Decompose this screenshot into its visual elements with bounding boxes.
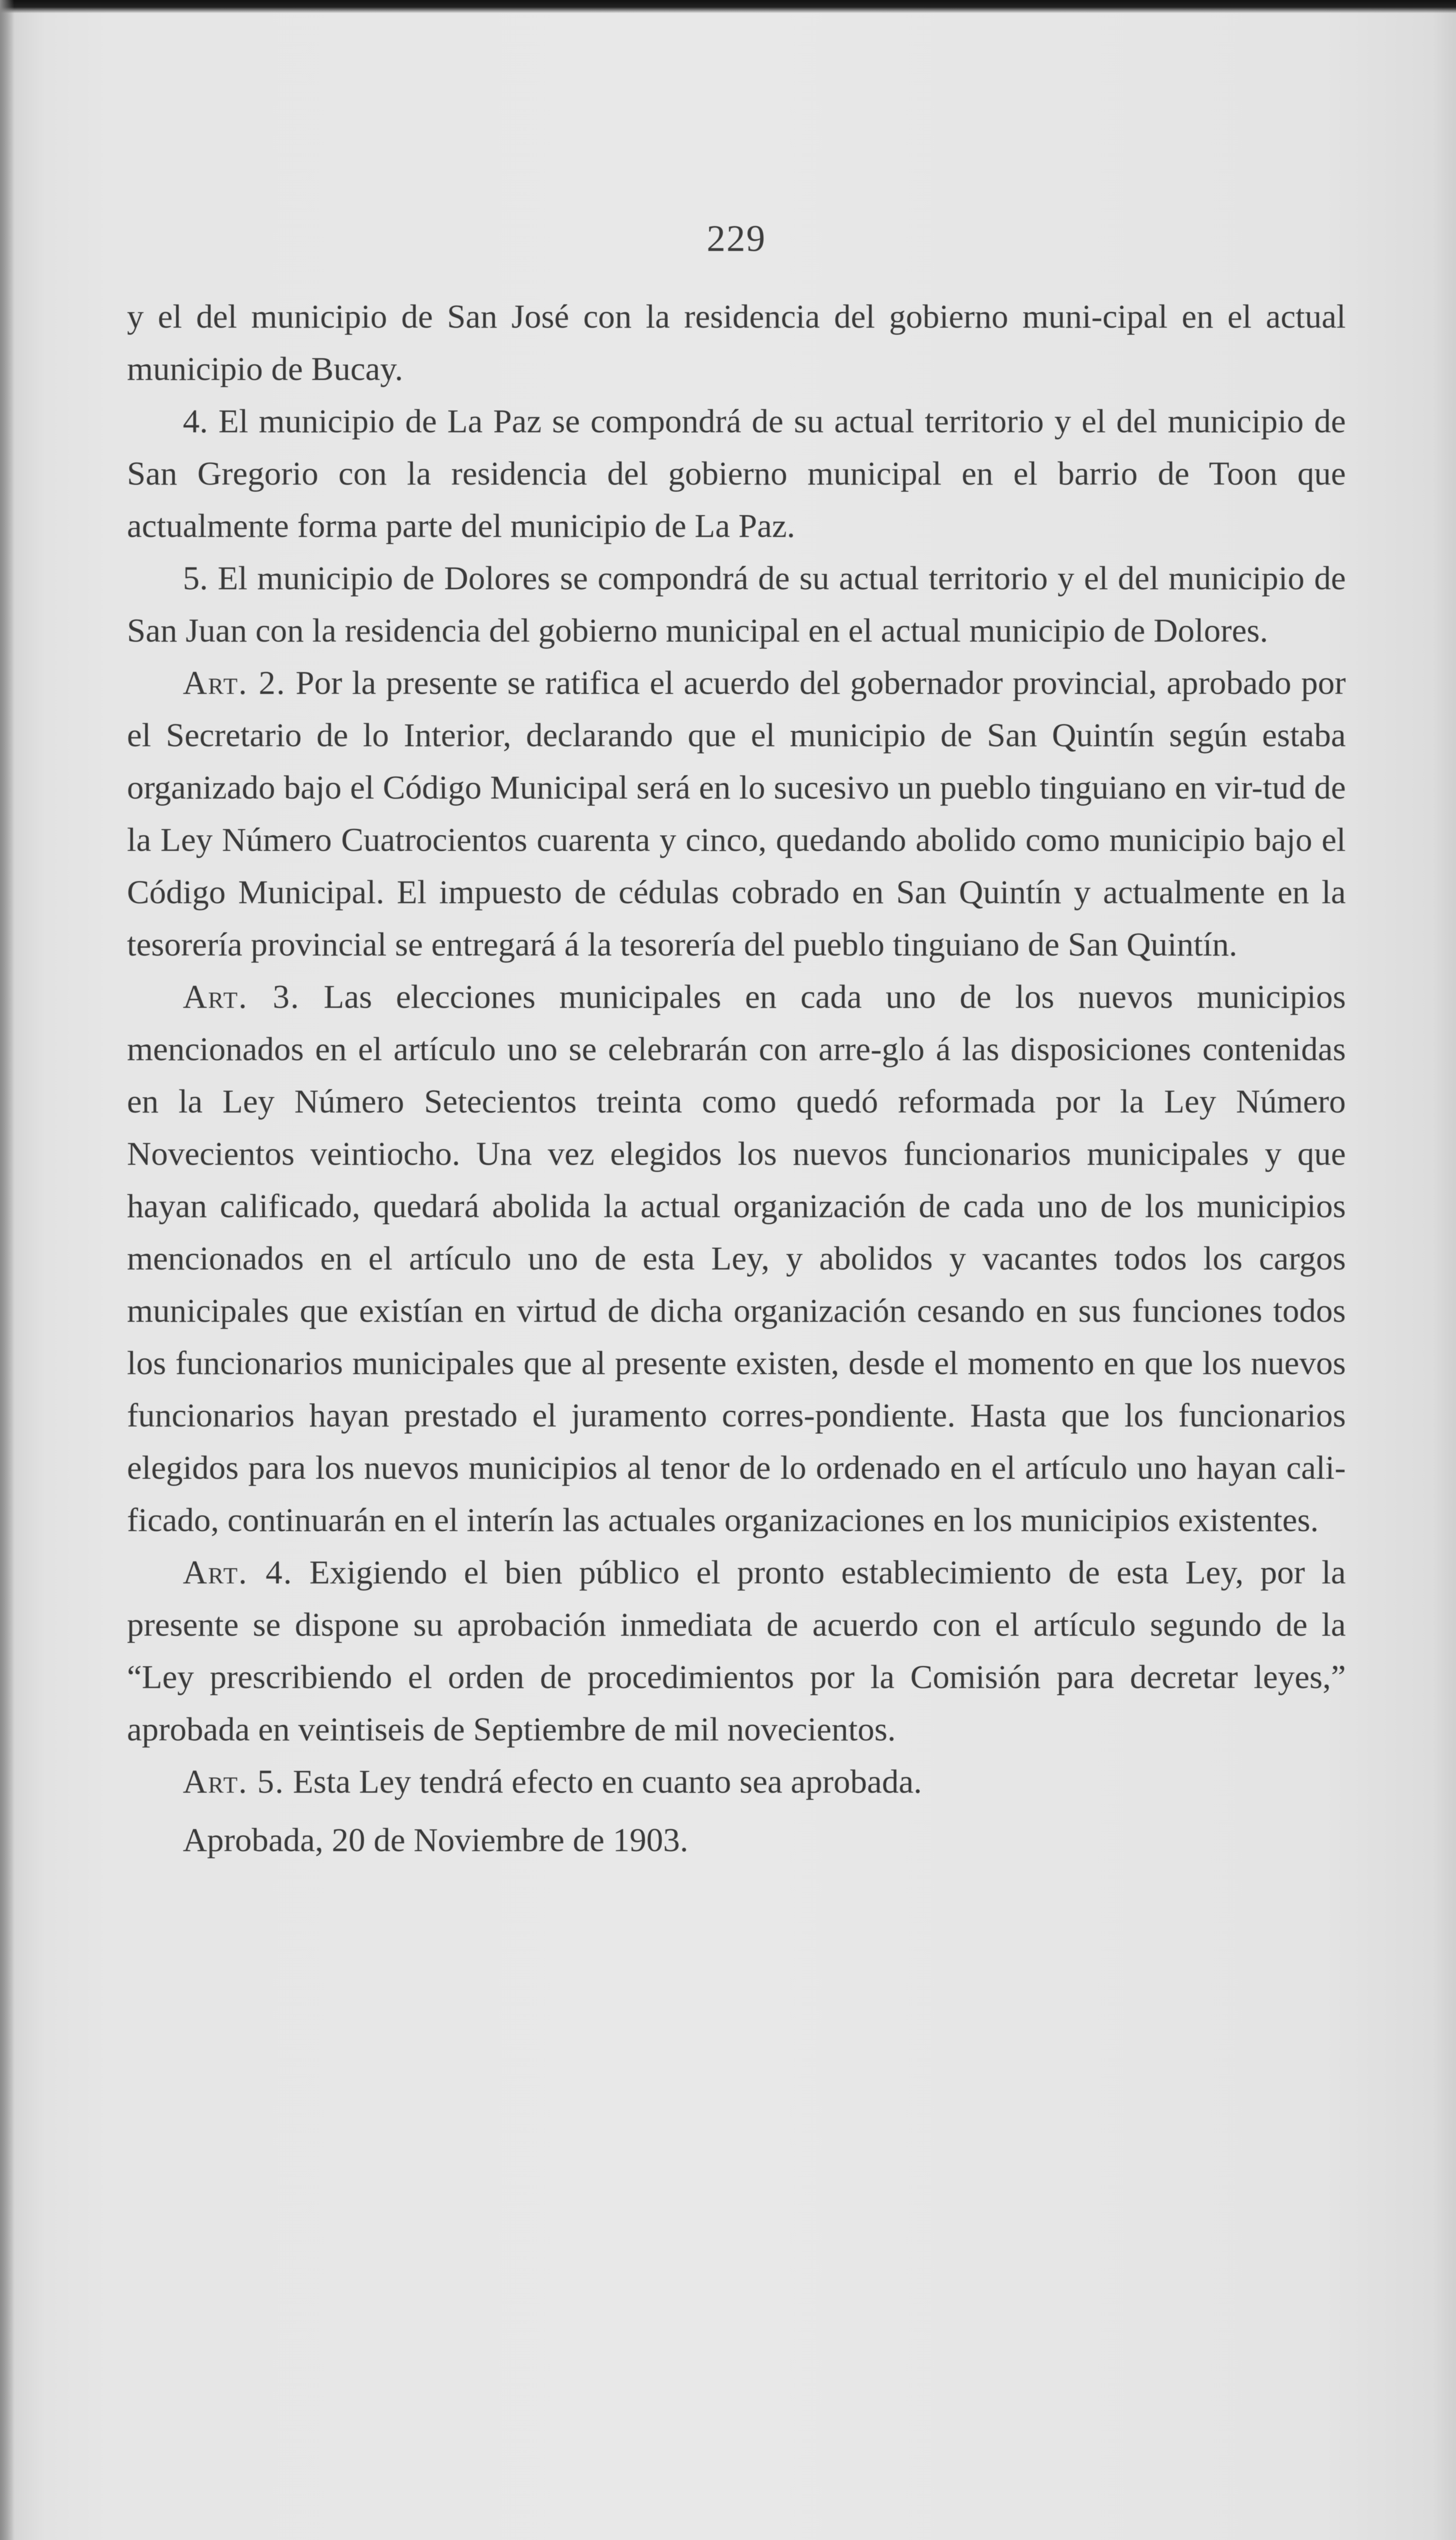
paragraph-item-5	[127, 552, 1346, 657]
paragraph-item-4	[127, 395, 1346, 552]
page-number: 229	[706, 218, 766, 260]
paragraph-text: Aprobada, 20 de Noviembre de 1903.	[183, 1822, 689, 1859]
paragraph-text: Exigiendo el bien público el pronto establecimiento de esta Ley, por la presente se dispone su aprobación inmediata de acuerdo con el artículo segundo de la “Ley prescribiendo el orden de procedimientos por la Comisión para decretar leyes,” aprobada en veintiseis de Septiembre de mil novecientos.	[127, 1554, 1346, 1748]
paragraph-text: Las elecciones municipales en cada uno de los nuevos municipios mencionados en el artículo uno se celebrarán con arre-glo á las disposiciones contenidas en la Ley Número Setecientos treinta como quedó reformada por la Ley Número Novecientos veintiocho. Una vez elegidos los nuevos funcionarios municipales y que hayan calificado, quedará abolida la actual organización de cada uno de los municipios mencionados en el artículo uno de esta Ley, y abolidos y vacantes todos los cargos municipales que existían en virtud de dicha organización cesando en sus funciones todos los funcionarios municipales que al presente existen, desde el momento en que los nuevos funcionarios hayan prestado el juramento corres-pondiente. Hasta que los funcionarios elegidos para los nuevos municipios al tenor de lo ordenado en el artículo uno hayan cali-ficado, continuarán en el interín las actuales organizaciones en los municipios existentes.	[127, 978, 1346, 1539]
paragraph-article-5	[127, 1756, 1346, 1808]
paragraph-text: Por la presente se ratifica el acuerdo del gobernador provincial, aprobado por el Secretario de lo Interior, declarando que el municipio de San Quintín según estaba organizado bajo el Código Municipal será en lo sucesivo un pueblo tinguiano en vir-tud de la Ley Número Cuatrocientos cuarenta y cinco, quedando abolido como municipio bajo el Código Municipal. El impuesto de cédulas cobrado en San Quintín y actualmente en la tesorería provincial se entregará á la tesorería del pueblo tinguiano de San Quintín.	[127, 664, 1346, 963]
scan-top-shadow	[0, 0, 1456, 13]
paragraph-approval-date	[127, 1814, 1346, 1866]
paragraph-text: 4. El municipio de La Paz se compondrá de su actual territorio y el del municipio de San Gregorio con la residencia del gobierno municipal en el barrio de Toon que actualmente forma parte del municipio de La Paz.	[127, 403, 1346, 545]
article-label: Art. 2.	[183, 664, 286, 702]
scan-left-edge	[0, 0, 14, 2540]
paragraph-text: y el del municipio de San José con la residencia del gobierno muni-cipal en el actual municipio de Bucay.	[127, 298, 1346, 388]
article-label: Art. 3.	[183, 978, 300, 1015]
paragraph-intro	[127, 291, 1346, 395]
paragraph-article-3	[127, 971, 1346, 1546]
page-text-block	[127, 213, 1346, 1866]
paragraph-text: 5. El municipio de Dolores se compondrá de su actual territorio y el del municipio de San Juan con la residencia del gobierno municipal en el actual municipio de Dolores.	[127, 560, 1346, 649]
article-label: Art. 4.	[183, 1554, 293, 1591]
paragraph-article-4	[127, 1546, 1346, 1756]
paragraph-text: Esta Ley tendrá efecto en cuanto sea aprobada.	[293, 1763, 922, 1800]
paragraph-article-2	[127, 657, 1346, 971]
article-label: Art. 5.	[183, 1763, 285, 1800]
